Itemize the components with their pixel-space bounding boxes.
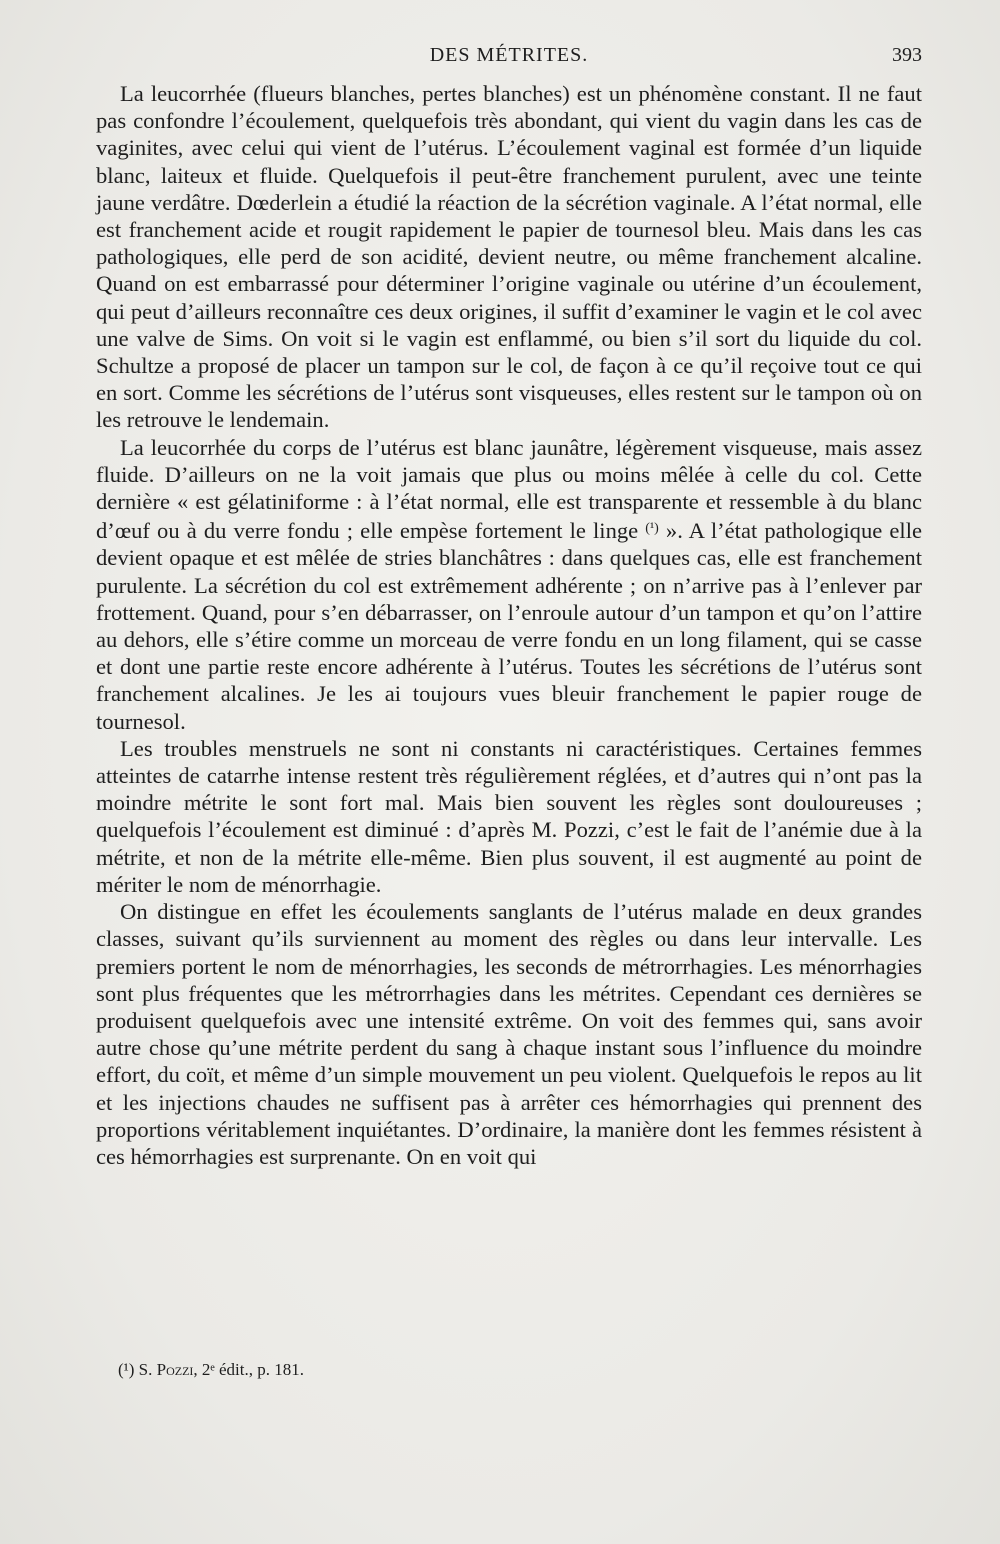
paragraph-text: , c’est le fait de l’anémie due à la métrite, et non de la métrite elle-même. Bien plus souvent, il est augmenté au point de mériter le nom de ménorrhagie. bbox=[96, 817, 922, 897]
paragraph-text: La leucorrhée du corps de l’utérus est blanc jaunâtre, légèrement visqueuse, mais assez fluide. D’ailleurs on ne la voit jamais que plus ou moins mêlée à celle du col. Cette dernière « est gélatiniforme : à l’état normal, elle est transparente et ressemble à du blanc d’œuf ou à du verre fondu ; elle empèse fortement le linge bbox=[96, 434, 922, 544]
running-head bbox=[96, 44, 922, 74]
paragraph-text: ». A l’état pathologique elle devient opaque et est mêlée de stries blanchâtres : dans quelques cas, elle est franchement purulente. La sécrétion du col est extrêmement adhérente ; on n’arrive pas à l’enlever par frottement. Quand, pour s’en débarrasser, on l’enroule autour d’un tampon et qu’on l’attire au dehors, elle s’étire comme un morceau de verre fondu en un long filament, qui se casse et dont une partie reste encore adhérente à l’utérus. Toutes les sécrétions de l’utérus sont franchement alcalines. Je les ai toujours vues bleuir franchement le papier rouge de tournesol. bbox=[96, 518, 923, 734]
page-number: 393 bbox=[892, 44, 922, 66]
body-text bbox=[96, 80, 922, 1170]
paragraph-menstrual-troubles bbox=[96, 735, 922, 898]
paragraph-text: Les troubles menstruels ne sont ni constants ni caractéristiques. Certaines femmes atteintes de catarrhe intense restent très régulièrement réglées, et d’autres qui n’ont pas la moindre métrite le sont fort mal. Mais bien souvent les règles sont douloureuses ; quelquefois l’écoulement est diminué : d’après bbox=[96, 735, 922, 843]
running-title: DES MÉTRITES. bbox=[429, 44, 589, 66]
footnote bbox=[118, 1360, 304, 1380]
footnote-marker: (¹) bbox=[118, 1360, 135, 1379]
paragraph-bleeding: On distingue en effet les écoulements sanglants de l’utérus malade en deux grandes classes, suivant qu’ils surviennent au moment des règles ou dans leur intervalle. Les premiers portent le nom de ménorrhagies, les seconds de métrorrhagies. Les ménorrhagies sont plus fréquentes que les métrorrhagies dans les métrites. Cependant ces dernières se produisent quelquefois avec une intensité extrême. On voit des femmes qui, sans avoir autre chose qu’une métrite perdent du sang à chaque instant sous l’influence du moindre effort, du coït, et même d’un simple mouvement un peu violent. Quelquefois le repos au lit et les injections chaudes ne suffisent pas à arrêter ces hémorrhagies qui prennent des proportions véritablement inquiétantes. D’ordinaire, la manière dont les femmes résistent à ces hémorrhagies est surprenante. On en voit qui bbox=[96, 899, 922, 1169]
paragraph-uterine-secretion bbox=[96, 434, 922, 735]
footnote-author: S. Pozzi bbox=[138, 1360, 194, 1379]
footnote-text: , 2ᵉ édit., p. 181. bbox=[193, 1360, 305, 1379]
footnote-reference: (¹) bbox=[645, 521, 659, 537]
cited-name: M. Pozzi bbox=[531, 817, 615, 843]
paragraph-leucorrhea: La leucorrhée (flueurs blanches, pertes blanches) est un phénomène constant. Il ne faut pas confondre l’écoulement, quelquefois très abondant, qui vient du vagin dans les cas de vaginites, avec celui qui vient de l’utérus. L’écoulement vaginal est formée d’un liquide blanc, laiteux et fluide. Quelquefois il peut-être franchement purulent, avec une teinte jaune verdâtre. Dœderlein a étudié la réaction de la sécrétion vaginale. A l’état normal, elle est franchement acide et rougit rapidement le papier de tournesol bleu. Mais dans les cas pathologiques, elle perd de son acidité, devient neutre, ou même franchement alcaline. Quand on est embarrassé pour déterminer l’origine vaginale ou utérine d’un écoulement, qui peut d’ailleurs reconnaître ces deux origines, il suffit d’examiner le vagin et le col avec une valve de Sims. On voit si le vagin est enflammé, ou bien s’il sort du liquide du col. Schultze a proposé de placer un tampon sur le col, de façon à ce qu’il reçoive tout ce qui en sort. Comme les sécrétions de l’utérus sont visqueuses, elles restent sur le tampon où on les retrouve le lendemain. bbox=[96, 81, 922, 433]
